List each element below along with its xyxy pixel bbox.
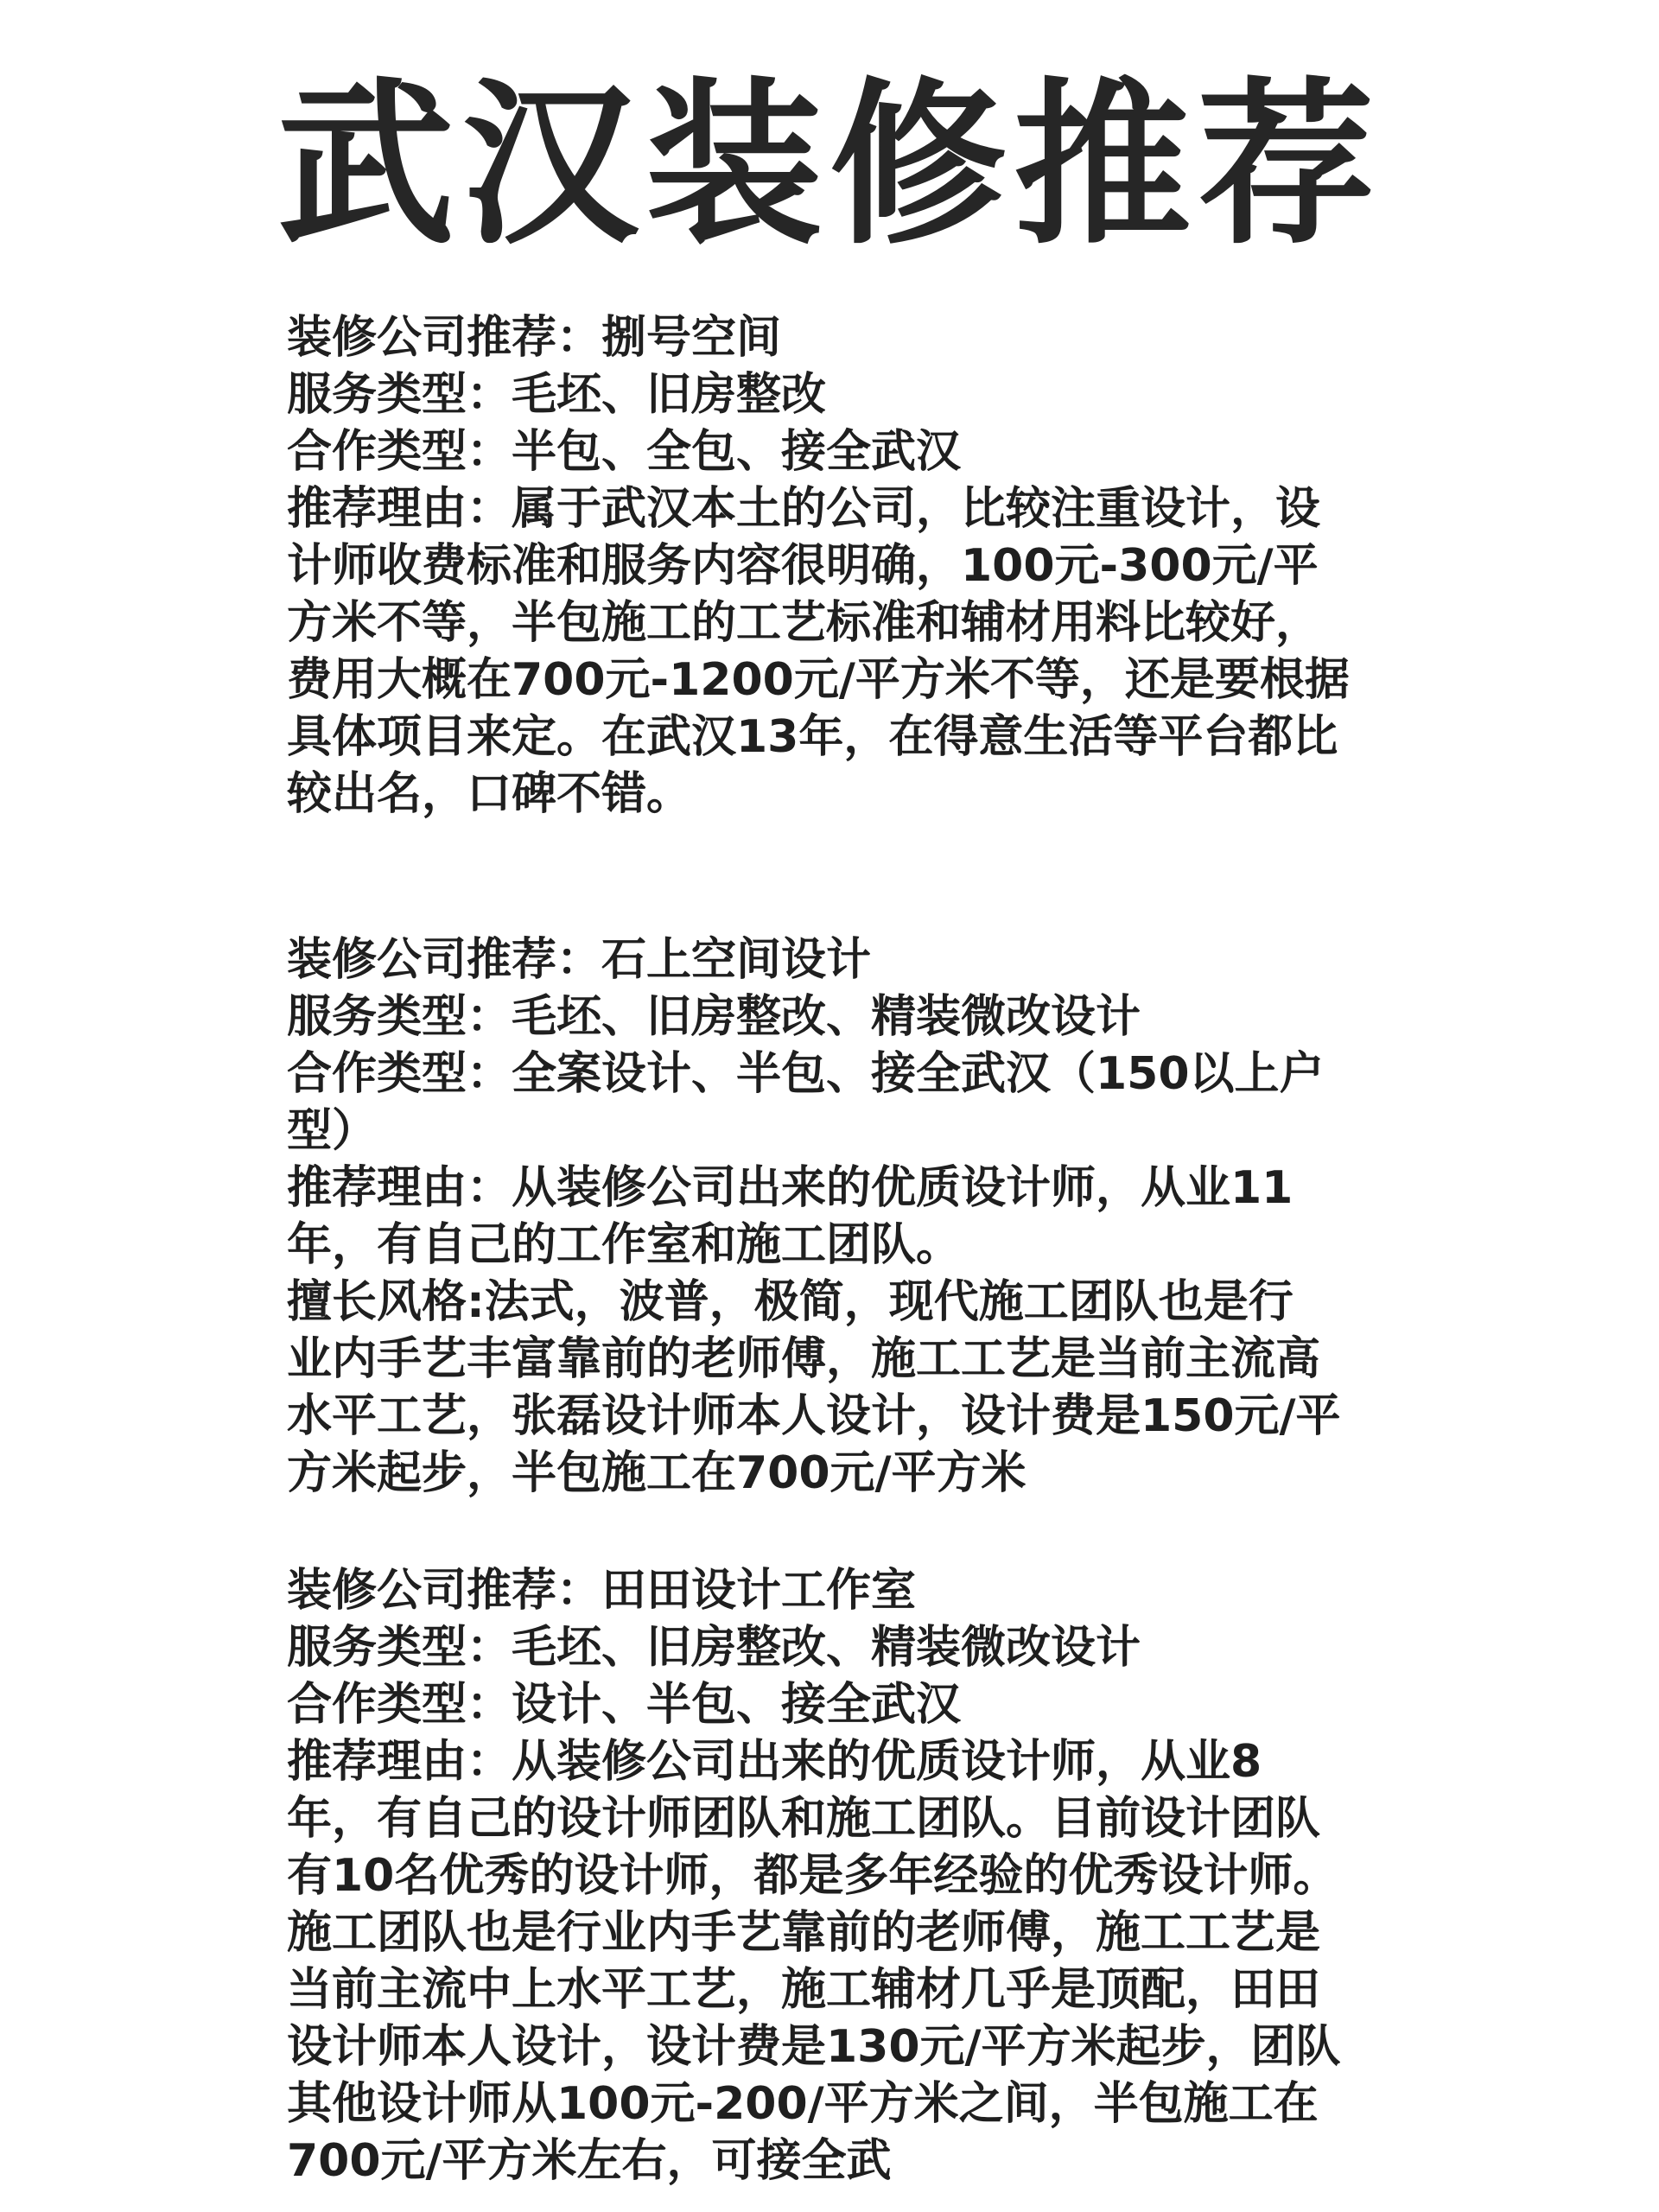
company-section-1 <box>287 309 1350 823</box>
service-type-line: 服务类型：毛坯、旧房整改 <box>287 369 827 421</box>
service-type-line: 服务类型：毛坯、旧房整改、精装微改设计 <box>287 991 1141 1043</box>
cooperation-type-line: 合作类型：设计、半包、接全武汉 <box>287 1679 962 1731</box>
reason-line: 年，有自己的设计师团队和施工团队。目前设计团队 <box>287 1793 1321 1845</box>
company-name-line: 装修公司推荐：捌号空间 <box>287 312 782 364</box>
style-line: 擅长风格:法式，波普，极简，现代施工团队也是行 <box>287 1276 1294 1328</box>
reason-line: 有10名优秀的设计师，都是多年经验的优秀设计师。 <box>287 1850 1338 1902</box>
reason-line: 推荐理由：从装修公司出来的优质设计师，从业8 <box>287 1736 1262 1788</box>
reason-line: 推荐理由：从装修公司出来的优质设计师，从业11 <box>287 1162 1294 1214</box>
style-line: 水平工艺，张磊设计师本人设计，设计费是150元/平 <box>287 1390 1341 1442</box>
cooperation-type-line: 型） <box>287 1105 378 1157</box>
reason-line: 700元/平方米左右，可接全武 <box>287 2135 892 2187</box>
style-line: 方米起步，半包施工在700元/平方米 <box>287 1447 1027 1499</box>
style-line: 业内手艺丰富靠前的老师傅，施工工艺是当前主流高 <box>287 1333 1321 1385</box>
reason-line: 方米不等，半包施工的工艺标准和辅材用料比较好， <box>287 597 1321 649</box>
company-name-line: 装修公司推荐：田田设计工作室 <box>287 1565 917 1617</box>
page-title: 武汉装修推荐 <box>277 63 1382 269</box>
cooperation-type-line: 合作类型：半包、全包、接全武汉 <box>287 426 962 478</box>
service-type-line: 服务类型：毛坯、旧房整改、精装微改设计 <box>287 1622 1141 1674</box>
company-name-line: 装修公司推荐：石上空间设计 <box>287 934 872 986</box>
cooperation-type-line: 合作类型：全案设计、半包、接全武汉（150以上户 <box>287 1048 1325 1100</box>
reason-line: 推荐理由：属于武汉本土的公司，比较注重设计，设 <box>287 483 1321 535</box>
company-section-2 <box>287 931 1341 1502</box>
reason-line: 其他设计师从100元-200/平方米之间，半包施工在 <box>287 2078 1319 2130</box>
reason-line: 具体项目来定。在武汉13年，在得意生活等平台都比 <box>287 711 1338 763</box>
company-section-3 <box>287 1562 1341 2190</box>
reason-line: 较出名，口碑不错。 <box>287 768 692 820</box>
reason-line: 年，有自己的工作室和施工团队。 <box>287 1219 962 1271</box>
reason-line: 当前主流中上水平工艺，施工辅材几乎是顶配，田田 <box>287 1964 1321 2016</box>
reason-line: 施工团队也是行业内手艺靠前的老师傅，施工工艺是 <box>287 1907 1321 1959</box>
reason-line: 计师收费标准和服务内容很明确，100元-300元/平 <box>287 540 1319 592</box>
reason-line: 费用大概在700元-1200元/平方米不等，还是要根据 <box>287 654 1350 706</box>
reason-line: 设计师本人设计，设计费是130元/平方米起步，团队 <box>287 2021 1341 2073</box>
